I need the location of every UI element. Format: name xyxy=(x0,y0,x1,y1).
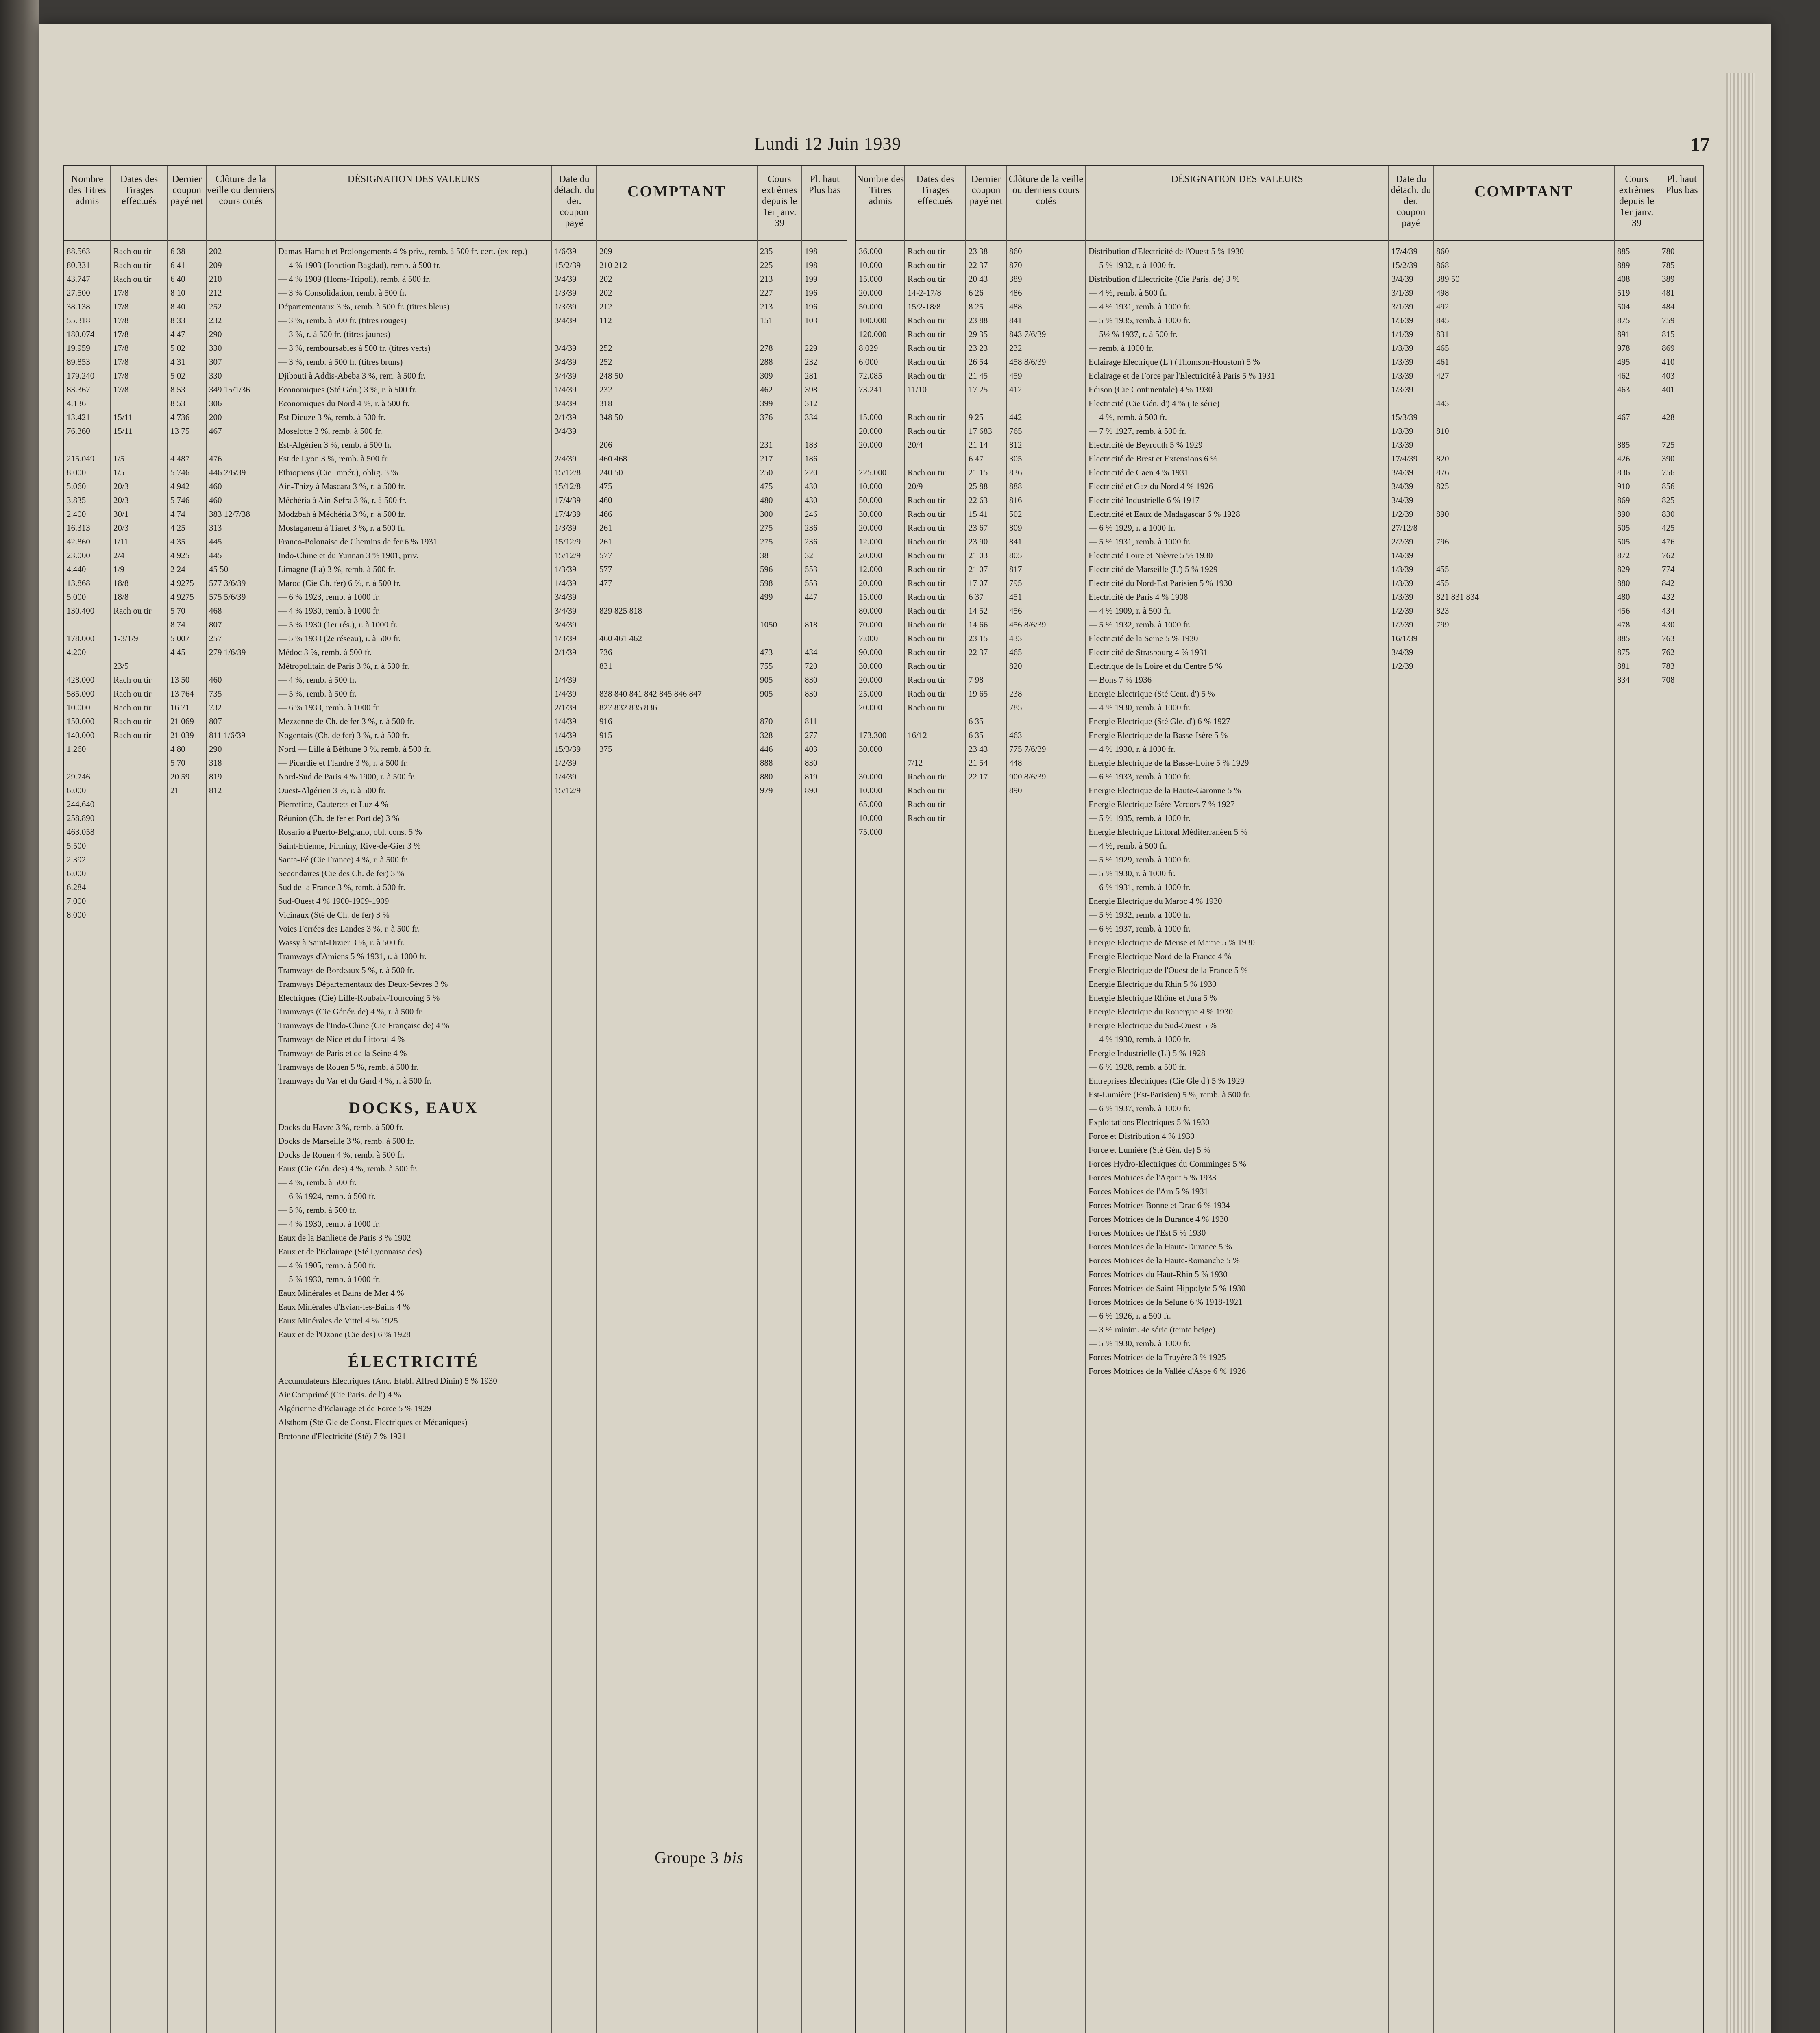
list-item: — 5 % 1935, remb. à 1000 fr. xyxy=(1089,316,1191,325)
list-item: Edison (Cie Continentale) 4 % 1930 xyxy=(1089,385,1213,394)
list-item: — 5 % 1932, remb. à 1000 fr. xyxy=(1089,910,1191,920)
list-item: — 5 % 1931, remb. à 1000 fr. xyxy=(1089,537,1191,546)
book-spine xyxy=(0,0,39,2033)
col-cloture-right xyxy=(1007,166,1086,2033)
list-item: — 6 % 1931, remb. à 1000 fr. xyxy=(1089,882,1191,892)
list-item: Méchéria à Ain-Sefra 3 %, r. à 500 fr. xyxy=(278,495,407,505)
list-item: — 4 % 1930, remb. à 1000 fr. xyxy=(1089,1034,1191,1044)
list-item: Voies Ferrées des Landes 3 %, r. à 500 fr. xyxy=(278,924,420,934)
list-item: Exploitations Electriques 5 % 1930 xyxy=(1089,1117,1210,1127)
list-item: — 6 % 1923, remb. à 1000 fr. xyxy=(278,592,380,602)
list-item: Tramways de Rouen 5 %, remb. à 500 fr. xyxy=(278,1062,419,1072)
values-coupon: 6 38 6 41 6 40 8 10 8 40 8 33 4 47 5 02 4 31 5 02 8 53 8 53 4 736 13 75 4 487 5 746 4 942 5 746 4 74 4 25 4 35 4 925 2 24 4 9275 4 9275 5 70 8 74 5 007 4 45 13 50 13 764 16 71 21 069 21 039 4 80 5 70 20 59 21 xyxy=(170,246,194,795)
col-detach-right xyxy=(1389,166,1434,2033)
list-item: Wassy à Saint-Dizier 3 %, r. à 500 fr. xyxy=(278,938,405,947)
list-item: Tramways du Var et du Gard 4 %, r. à 500 fr. xyxy=(278,1076,431,1086)
list-item: Forces Motrices de Saint-Hippolyte 5 % 1930 xyxy=(1089,1283,1246,1293)
list-item: Electricité de Brest et Extensions 6 % xyxy=(1089,454,1218,464)
list-item: Est de Lyon 3 %, remb. à 500 fr. xyxy=(278,454,389,464)
list-item: Tramways de Bordeaux 5 %, r. à 500 fr. xyxy=(278,965,414,975)
header-plusbas-label: Plus bas xyxy=(808,185,841,196)
list-item: Electricité de Caen 4 % 1931 xyxy=(1089,468,1189,477)
header-plusbas-right xyxy=(1659,166,1704,241)
list-item: Energie Electrique de l'Ouest de la France 5 % xyxy=(1089,965,1248,975)
values-nombre: 88.563 80.331 43.747 27.500 38.138 55.318 180.074 19.959 89.853 179.240 83.367 4.136 13.421 76.360 215.049 8.000 5.060 3.835 2.400 16.313 42.860 23.000 4.440 13.868 5.000 130.400 178.000 4.200 428.000 585.000 10.000 150.000 140.000 1.260 29.746 6.000 244.640 258.890 463.058 5.500 2.392 6.000 6.284 7.000 8.000 xyxy=(67,246,95,920)
col-designation-right xyxy=(1086,166,1389,2033)
list-item: Eaux de la Banlieue de Paris 3 % 1902 xyxy=(278,1233,411,1243)
list-item: — 5 % 1930, remb. à 1000 fr. xyxy=(278,1274,380,1284)
page-date: Lundi 12 Juin 1939 xyxy=(754,134,901,154)
list-item: — 4 %, remb. à 500 fr. xyxy=(278,675,357,685)
section-heading-electricite: ÉLECTRICITÉ xyxy=(348,1352,479,1371)
list-item: Est Dieuze 3 %, remb. à 500 fr. xyxy=(278,412,385,422)
header-cloture: Clôture de la veille ou derniers cours cotés xyxy=(207,166,275,241)
list-item: — 5 %, remb. à 500 fr. xyxy=(278,689,357,699)
col-comptant-right xyxy=(1434,166,1615,2033)
list-item: Saint-Etienne, Firminy, Rive-de-Gier 3 % xyxy=(278,841,421,851)
list-item: Energie Electrique du Maroc 4 % 1930 xyxy=(1089,896,1222,906)
list-item: — 4 % 1930, remb. à 1000 fr. xyxy=(1089,703,1191,712)
designation-list-right xyxy=(1086,241,1388,1381)
list-item: — 5 %, remb. à 500 fr. xyxy=(278,1205,357,1215)
list-item: Force et Distribution 4 % 1930 xyxy=(1089,1131,1195,1141)
list-item: Energie Electrique (Sté Cent. d') 5 % xyxy=(1089,689,1215,699)
list-item: Ain-Thizy à Mascara 3 %, r. à 500 fr. xyxy=(278,481,406,491)
list-item: Eaux (Cie Gén. des) 4 %, remb. à 500 fr. xyxy=(278,1164,418,1173)
left-half xyxy=(64,166,847,2033)
list-item: Secondaires (Cie des Ch. de fer) 3 % xyxy=(278,868,405,878)
list-item: Economiques (Sté Gén.) 3 %, r. à 500 fr. xyxy=(278,385,417,394)
list-item: Modzbah à Méchéria 3 %, r. à 500 fr. xyxy=(278,509,406,519)
values-comptant-right: 860 868 389 50 498 492 845 831 465 461 427 443 810 820 876 825 890 796 455 455 821 831 834 823 799 xyxy=(1436,246,1479,629)
header-comptant-right: COMPTANT xyxy=(1434,166,1614,241)
list-item: Tramways de Nice et du Littoral 4 % xyxy=(278,1034,405,1044)
list-item: Distribution d'Electricité de l'Ouest 5 % 1930 xyxy=(1089,246,1244,256)
list-item: — 6 % 1937, remb. à 1000 fr. xyxy=(1089,1104,1191,1113)
list-item: — 5 % 1930, r. à 1000 fr. xyxy=(1089,868,1176,878)
list-item: — 4 % 1930, remb. à 1000 fr. xyxy=(278,1219,380,1229)
list-item: Energie Electrique Isère-Vercors 7 % 1927 xyxy=(1089,799,1235,809)
list-item: Docks de Marseille 3 %, remb. à 500 fr. xyxy=(278,1136,415,1146)
list-item: — 6 % 1937, remb. à 1000 fr. xyxy=(1089,924,1191,934)
list-item: Forces Motrices de la Durance 4 % 1930 xyxy=(1089,1214,1228,1224)
list-item: Distribution d'Electricité (Cie Paris. de) 3 % xyxy=(1089,274,1240,284)
header-plusbas xyxy=(802,166,847,241)
groupe-label: Groupe 3 xyxy=(655,1848,719,1867)
header-coupon: Dernier coupon payé net xyxy=(168,166,206,241)
col-plushaut-right xyxy=(1615,166,1659,2033)
section-heading-docks: DOCKS, EAUX xyxy=(348,1099,479,1117)
list-item: Nord — Lille à Béthune 3 %, remb. à 500 fr. xyxy=(278,744,431,754)
list-item: — 5 % 1930 (1er rés.), r. à 1000 fr. xyxy=(278,620,398,629)
list-item: Franco-Polonaise de Chemins de fer 6 % 1931 xyxy=(278,537,438,546)
list-item: Forces Motrices de la Truyère 3 % 1925 xyxy=(1089,1352,1226,1362)
list-item: — 4 % 1909 (Homs-Tripoli), remb. à 500 fr. xyxy=(278,274,431,284)
header-nombre: Nombre des Titres admis xyxy=(64,166,110,241)
list-item: — 4 % 1930, r. à 1000 fr. xyxy=(1089,744,1176,754)
list-item: Mostaganem à Tiaret 3 %, r. à 500 fr. xyxy=(278,523,405,533)
values-nombre-right: 36.000 10.000 15.000 20.000 50.000 100.000 120.000 8.029 6.000 72.085 73.241 15.000 20.000 20.000 225.000 10.000 50.000 30.000 20.000 12.000 20.000 12.000 20.000 15.000 80.000 70.000 7.000 90.000 30.000 20.000 25.000 20.000 173.300 30.000 30.000 10.000 65.000 10.000 75.000 xyxy=(859,246,887,837)
list-item: Forces Motrices de la Haute-Durance 5 % xyxy=(1089,1242,1232,1252)
list-item: Ethiopiens (Cie Impér.), oblig. 3 % xyxy=(278,468,398,477)
list-item: Electricité Industrielle 6 % 1917 xyxy=(1089,495,1200,505)
list-item: Sud-Ouest 4 % 1900-1909-1909 xyxy=(278,896,389,906)
values-dates: Rach ou tir Rach ou tir Rach ou tir 17/8 17/8 17/8 17/8 17/8 17/8 17/8 17/8 15/11 15/11 1/5 1/5 20/3 20/3 30/1 20/3 1/11 2/4 1/9 18/8 18/8 Rach ou tir 1-3/1/9 23/5 Rach ou tir Rach ou tir Rach ou tir Rach ou tir Rach ou tir xyxy=(113,246,152,740)
list-item: Electricité (Cie Gén. d') 4 % (3e série) xyxy=(1089,398,1220,408)
list-item: Nogentais (Ch. de fer) 3 %, r. à 500 fr. xyxy=(278,730,409,740)
list-item: Electricité de la Seine 5 % 1930 xyxy=(1089,633,1198,643)
list-item: Force et Lumière (Sté Gén. de) 5 % xyxy=(1089,1145,1210,1155)
values-comptant: 209 210 212 202 202 212 112 252 252 248 50 232 318 348 50 206 460 468 240 50 475 460 466 261 261 577 577 477 829 825 818 460 461 462 736 831 838 840 841 842 845 846 847 827 832 835 836 916 915 375 xyxy=(599,246,702,754)
col-designation-left xyxy=(276,166,552,2033)
list-item: Energie Electrique de Meuse et Marne 5 % 1930 xyxy=(1089,938,1255,947)
list-item: Electricité et Gaz du Nord 4 % 1926 xyxy=(1089,481,1213,491)
header-nombre-right: Nombre des Titres admis xyxy=(856,166,904,241)
list-item: — 6 % 1933, remb. à 1000 fr. xyxy=(1089,772,1191,781)
header-cloture-right: Clôture de la veille ou derniers cours cotés xyxy=(1007,166,1085,241)
list-item: Forces Motrices Bonne et Drac 6 % 1934 xyxy=(1089,1200,1230,1210)
list-item: Air Comprimé (Cie Paris. de l') 4 % xyxy=(278,1390,401,1400)
list-item: Rosario à Puerto-Belgrano, obl. cons. 5 % xyxy=(278,827,422,837)
list-item: — Bons 7 % 1936 xyxy=(1089,675,1152,685)
header-detach: Date du détach. du der. coupon payé xyxy=(552,166,596,241)
list-item: — 3 %, r. à 500 fr. (titres jaunes) xyxy=(278,329,390,339)
list-item: — Picardie et Flandre 3 %, r. à 500 fr. xyxy=(278,758,408,768)
list-item: Forces Motrices de l'Est 5 % 1930 xyxy=(1089,1228,1206,1238)
list-item: Forces Hydro-Electriques du Comminges 5 % xyxy=(1089,1159,1246,1169)
list-item: — 7 % 1927, remb. à 500 fr. xyxy=(1089,426,1186,436)
list-item: Départementaux 3 %, remb. à 500 fr. (titres bleus) xyxy=(278,302,450,311)
col-coupon-right xyxy=(966,166,1007,2033)
header-plusbas-right-label: Plus bas xyxy=(1665,185,1698,196)
list-item: — 3 % Consolidation, remb. à 500 fr. xyxy=(278,288,407,298)
page-number: 17 xyxy=(1690,134,1710,155)
list-item: — 4 % 1905, remb. à 500 fr. xyxy=(278,1260,376,1270)
list-item: Vicinaux (Sté de Ch. de fer) 3 % xyxy=(278,910,390,920)
quotation-table xyxy=(63,165,1704,2033)
list-item: Energie Electrique Rhône et Jura 5 % xyxy=(1089,993,1217,1003)
list-item: Electricité de Paris 4 % 1908 xyxy=(1089,592,1188,602)
list-item: — 4 % 1930, remb. à 1000 fr. xyxy=(278,606,380,616)
col-dates-left xyxy=(111,166,168,2033)
list-item: Forces Motrices de la Vallée d'Aspe 6 % 1926 xyxy=(1089,1366,1246,1376)
list-item: Energie Electrique (Sté Gle. d') 6 % 1927 xyxy=(1089,716,1230,726)
list-item: Tramways de l'Indo-Chine (Cie Française de) 4 % xyxy=(278,1021,450,1030)
list-item: Maroc (Cie Ch. fer) 6 %, r. à 500 fr. xyxy=(278,578,401,588)
col-plusbas-right xyxy=(1659,166,1704,2033)
list-item: Energie Electrique du Rhin 5 % 1930 xyxy=(1089,979,1217,989)
list-item: Forces Motrices de la Haute-Romanche 5 % xyxy=(1089,1256,1240,1265)
list-item: — 4 %, remb. à 500 fr. xyxy=(278,1178,357,1187)
groupe-heading xyxy=(655,1848,744,1867)
values-coupon-right: 23 38 22 37 20 43 6 26 8 25 23 88 29 35 23 23 26 54 21 45 17 25 9 25 17 683 21 14 6 47 21 15 25 88 22 63 15 41 23 67 23 90 21 03 21 07 17 07 6 37 14 52 14 66 23 15 22 37 7 98 19 65 6 35 6 35 23 43 21 54 22 17 xyxy=(969,246,992,781)
list-item: — 3 %, remboursables à 500 fr. (titres verts) xyxy=(278,343,431,353)
groupe-suffix: bis xyxy=(723,1848,744,1867)
list-item: Tramways d'Amiens 5 % 1931, r. à 1000 fr. xyxy=(278,951,427,961)
list-item: Economiques du Nord 4 %, r. à 500 fr. xyxy=(278,398,410,408)
list-item: Damas-Hamah et Prolongements 4 % priv., remb. à 500 fr. cert. (ex-rep.) xyxy=(278,246,527,256)
list-item: Electricité et Eaux de Madagascar 6 % 1928 xyxy=(1089,509,1240,519)
list-item: Accumulateurs Electriques (Anc. Etabl. Alfred Dinin) 5 % 1930 xyxy=(278,1376,497,1386)
list-item: Santa-Fé (Cie France) 4 %, r. à 500 fr. xyxy=(278,855,409,864)
list-item: — remb. à 1000 fr. xyxy=(1089,343,1154,353)
values-detach: 1/6/39 15/2/39 3/4/39 1/3/39 1/3/39 3/4/39 3/4/39 3/4/39 3/4/39 1/4/39 3/4/39 2/1/39 3/4/39 2/4/39 15/12/8 15/12/8 17/4/39 17/4/39 1/3/39 15/12/9 15/12/9 1/3/39 1/4/39 3/4/39 3/4/39 3/4/39 1/3/39 2/1/39 1/4/39 1/4/39 2/1/39 1/4/39 1/4/39 15/3/39 1/2/39 1/4/39 15/12/9 xyxy=(555,246,581,795)
list-item: Sud de la France 3 %, remb. à 500 fr. xyxy=(278,882,405,892)
list-item: Médoc 3 %, remb. à 500 fr. xyxy=(278,647,372,657)
header-designation-right: DÉSIGNATION DES VALEURS xyxy=(1086,166,1388,241)
list-item: Eaux Minérales d'Evian-les-Bains 4 % xyxy=(278,1302,410,1312)
col-nombre-right xyxy=(856,166,905,2033)
header-extremes-right: Cours extrêmes depuis le 1er janv. 39 xyxy=(1615,166,1659,241)
header-detach-right: Date du détach. du der. coupon payé xyxy=(1389,166,1433,241)
list-item: Electricité Loire et Nièvre 5 % 1930 xyxy=(1089,551,1213,560)
page xyxy=(39,24,1771,2033)
list-item: — 4 %, remb. à 500 fr. xyxy=(1089,288,1167,298)
header-comptant: COMPTANT xyxy=(597,166,757,241)
list-item: Docks de Rouen 4 %, remb. à 500 fr. xyxy=(278,1150,405,1160)
list-item: Electrique de la Loire et du Centre 5 % xyxy=(1089,661,1222,671)
list-item: — 5 % 1932, remb. à 1000 fr. xyxy=(1089,620,1191,629)
list-item: Moselotte 3 %, remb. à 500 fr. xyxy=(278,426,383,436)
list-item: — 5 % 1935, remb. à 1000 fr. xyxy=(1089,813,1191,823)
list-item: Tramways de Paris et de la Seine 4 % xyxy=(278,1048,407,1058)
list-item: Energie Electrique de la Basse-Isère 5 % xyxy=(1089,730,1228,740)
col-coupon-left xyxy=(168,166,207,2033)
list-item: Nord-Sud de Paris 4 % 1900, r. à 500 fr. xyxy=(278,772,416,781)
list-item: Electriques (Cie) Lille-Roubaix-Tourcoing 5 % xyxy=(278,993,440,1003)
header-dates: Dates des Tirages effectués xyxy=(111,166,167,241)
list-item: Algérienne d'Eclairage et de Force 5 % 1929 xyxy=(278,1404,431,1413)
list-item: — 6 % 1926, r. à 500 fr. xyxy=(1089,1311,1171,1321)
col-nombre-left xyxy=(64,166,111,2033)
list-item: Electricité de Beyrouth 5 % 1929 xyxy=(1089,440,1203,450)
header-extremes: Cours extrêmes depuis le 1er janv. 39 xyxy=(758,166,801,241)
list-item: — 6 % 1929, r. à 1000 fr. xyxy=(1089,523,1176,533)
list-item: — 4 % 1903 (Jonction Bagdad), remb. à 500 fr. xyxy=(278,260,441,270)
list-item: Métropolitain de Paris 3 %, r. à 500 fr. xyxy=(278,661,409,671)
list-item: Est-Algérien 3 %, remb. à 500 fr. xyxy=(278,440,392,450)
header-coupon-right: Dernier coupon payé net xyxy=(966,166,1006,241)
list-item: Forces Motrices de l'Arn 5 % 1931 xyxy=(1089,1186,1208,1196)
list-item: Bretonne d'Electricité (Sté) 7 % 1921 xyxy=(278,1431,406,1441)
header-plushaut-right: Pl. haut xyxy=(1667,174,1697,185)
list-item: Eclairage et de Force par l'Electricité à Paris 5 % 1931 xyxy=(1089,371,1275,381)
col-cloture-left xyxy=(207,166,276,2033)
list-item: Forces Motrices de la Sélune 6 % 1918-1921 xyxy=(1089,1297,1243,1307)
col-plusbas-left xyxy=(802,166,847,2033)
list-item: Mezzenne de Ch. de fer 3 %, r. à 500 fr. xyxy=(278,716,414,726)
list-item: — 4 % 1909, r. à 500 fr. xyxy=(1089,606,1171,616)
list-item: Energie Electrique de la Haute-Garonne 5 % xyxy=(1089,786,1241,795)
header-dates-right: Dates des Tirages effectués xyxy=(905,166,965,241)
header-plushaut: Pl. haut xyxy=(810,174,840,185)
list-item: — 5 % 1933 (2e réseau), r. à 500 fr. xyxy=(278,633,401,643)
list-item: — 5 % 1930, remb. à 1000 fr. xyxy=(1089,1339,1191,1348)
list-item: Electricité de Marseille (L') 5 % 1929 xyxy=(1089,564,1218,574)
list-item: Indo-Chine et du Yunnan 3 % 1901, priv. xyxy=(278,551,418,560)
list-item: Eaux et de l'Eclairage (Sté Lyonnaise des) xyxy=(278,1247,422,1256)
list-item: — 3 %, remb. à 500 fr. (titres bruns) xyxy=(278,357,403,367)
values-plusbas-right: 780 785 389 481 484 759 815 869 410 403 401 428 725 390 756 856 825 830 425 476 762 774 842 432 434 430 763 762 783 708 xyxy=(1662,246,1675,685)
list-item: Forces Motrices de l'Agout 5 % 1933 xyxy=(1089,1173,1217,1182)
list-item: — 6 % 1928, remb. à 500 fr. xyxy=(1089,1062,1186,1072)
values-plusbas: 198 198 199 196 196 103 229 232 281 398 312 334 183 186 220 430 430 246 236 236 32 553 553 447 818 434 720 830 830 811 277 403 830 819 890 xyxy=(805,246,818,795)
list-item: Tramways (Cie Génér. de) 4 %, r. à 500 fr. xyxy=(278,1007,423,1016)
values-detach-right: 17/4/39 15/2/39 3/4/39 3/1/39 3/1/39 1/3/39 1/1/39 1/3/39 1/3/39 1/3/39 1/3/39 15/3/39 1/3/39 1/3/39 17/4/39 3/4/39 3/4/39 3/4/39 1/2/39 27/12/8 2/2/39 1/4/39 1/3/39 1/3/39 1/3/39 1/2/39 1/2/39 16/1/39 3/4/39 1/2/39 xyxy=(1391,246,1418,671)
col-plushaut-left xyxy=(758,166,802,2033)
list-item: Ouest-Algérien 3 %, r. à 500 fr. xyxy=(278,786,386,795)
list-item: Energie Electrique du Rouergue 4 % 1930 xyxy=(1089,1007,1233,1016)
list-item: — 4 %, remb. à 500 fr. xyxy=(1089,412,1167,422)
values-plushaut: 235 225 213 227 213 151 278 288 309 462 399 376 231 217 250 475 480 300 275 275 38 596 598 499 1050 473 755 905 905 870 328 446 888 880 979 xyxy=(760,246,777,795)
page-edges xyxy=(1726,73,1755,2033)
list-item: Djibouti à Addis-Abeba 3 %, rem. à 500 fr. xyxy=(278,371,426,381)
list-item: Eclairage Electrique (L') (Thomson-Houston) 5 % xyxy=(1089,357,1260,367)
list-item: — 6 % 1924, remb. à 500 fr. xyxy=(278,1191,376,1201)
list-item: — 6 % 1933, remb. à 1000 fr. xyxy=(278,703,380,712)
list-item: Energie Electrique du Sud-Ouest 5 % xyxy=(1089,1021,1217,1030)
list-item: Alsthom (Sté Gle de Const. Electriques et Mécaniques) xyxy=(278,1417,468,1427)
list-item: Electricité du Nord-Est Parisien 5 % 1930 xyxy=(1089,578,1232,588)
col-dates-right xyxy=(905,166,966,2033)
list-item: Entreprises Electriques (Cie Gle d') 5 % 1929 xyxy=(1089,1076,1245,1086)
list-item: Pierrefitte, Cauterets et Luz 4 % xyxy=(278,799,388,809)
list-item: — 5½ % 1937, r. à 500 fr. xyxy=(1089,329,1178,339)
list-item: Electricité de Strasbourg 4 % 1931 xyxy=(1089,647,1208,657)
list-item: Energie Electrique Nord de la France 4 % xyxy=(1089,951,1232,961)
list-item: Forces Motrices du Haut-Rhin 5 % 1930 xyxy=(1089,1269,1228,1279)
col-detach-left xyxy=(552,166,597,2033)
list-item: Tramways Départementaux des Deux-Sèvres 3 % xyxy=(278,979,448,989)
values-cloture-right: 860 870 389 486 488 841 843 7/6/39 232 458 8/6/39 459 412 442 765 812 305 836 888 816 502 809 841 805 817 795 451 456 456 8/6/39 433 465 820 238 785 463 775 7/6/39 448 900 8/6/39 890 xyxy=(1009,246,1046,795)
values-cloture: 202 209 210 212 252 232 290 330 307 330 349 15/1/36 306 200 467 476 446 2/6/39 460 460 383 12/7/38 313 445 445 45 50 577 3/6/39 575 5/6/39 468 807 257 279 1/6/39 460 735 732 807 811 1/6/39 290 318 819 812 xyxy=(209,246,250,795)
list-item: Energie Electrique de la Basse-Loire 5 % 1929 xyxy=(1089,758,1249,768)
list-item: Eaux Minérales de Vittel 4 % 1925 xyxy=(278,1316,398,1326)
list-item: — 4 % 1931, remb. à 1000 fr. xyxy=(1089,302,1191,311)
designation-list-left xyxy=(276,241,551,1446)
list-item: Réunion (Ch. de fer et Port de) 3 % xyxy=(278,813,400,823)
list-item: — 3 %, remb. à 500 fr. (titres rouges) xyxy=(278,316,407,325)
page-header xyxy=(39,133,1771,158)
list-item: — 4 %, remb. à 500 fr. xyxy=(1089,841,1167,851)
col-comptant-left xyxy=(597,166,758,2033)
right-half xyxy=(855,166,1704,2033)
list-item: — 5 % 1932, r. à 1000 fr. xyxy=(1089,260,1176,270)
list-item: Energie Industrielle (L') 5 % 1928 xyxy=(1089,1048,1206,1058)
list-item: — 3 % minim. 4e série (teinte beige) xyxy=(1089,1325,1215,1334)
list-item: Limagne (La) 3 %, remb. à 500 fr. xyxy=(278,564,396,574)
list-item: Energie Electrique Littoral Méditerranéen 5 % xyxy=(1089,827,1247,837)
values-plushaut-right: 885 889 408 519 504 875 891 978 495 462 463 467 885 426 836 910 869 890 505 505 872 829 880 480 456 478 885 875 881 834 xyxy=(1617,246,1630,685)
list-item: Docks du Havre 3 %, remb. à 500 fr. xyxy=(278,1122,404,1132)
list-item: — 5 % 1929, remb. à 1000 fr. xyxy=(1089,855,1191,864)
values-dates-right: Rach ou tir Rach ou tir Rach ou tir 14-2-17/8 15/2-18/8 Rach ou tir Rach ou tir Rach ou tir Rach ou tir Rach ou tir 11/10 Rach ou tir Rach ou tir 20/4 Rach ou tir 20/9 Rach ou tir Rach ou tir Rach ou tir Rach ou tir Rach ou tir Rach ou tir Rach ou tir Rach ou tir Rach ou tir Rach ou tir Rach ou tir Rach ou tir Rach ou tir Rach ou tir Rach ou tir Rach ou tir 16/12 7/12 Rach ou tir Rach ou tir Rach ou tir Rach ou tir xyxy=(908,246,946,823)
list-item: Eaux et de l'Ozone (Cie des) 6 % 1928 xyxy=(278,1330,411,1339)
list-item: Eaux Minérales et Bains de Mer 4 % xyxy=(278,1288,404,1298)
list-item: Est-Lumière (Est-Parisien) 5 %, remb. à 500 fr. xyxy=(1089,1090,1250,1099)
header-designation: DÉSIGNATION DES VALEURS xyxy=(276,166,551,241)
